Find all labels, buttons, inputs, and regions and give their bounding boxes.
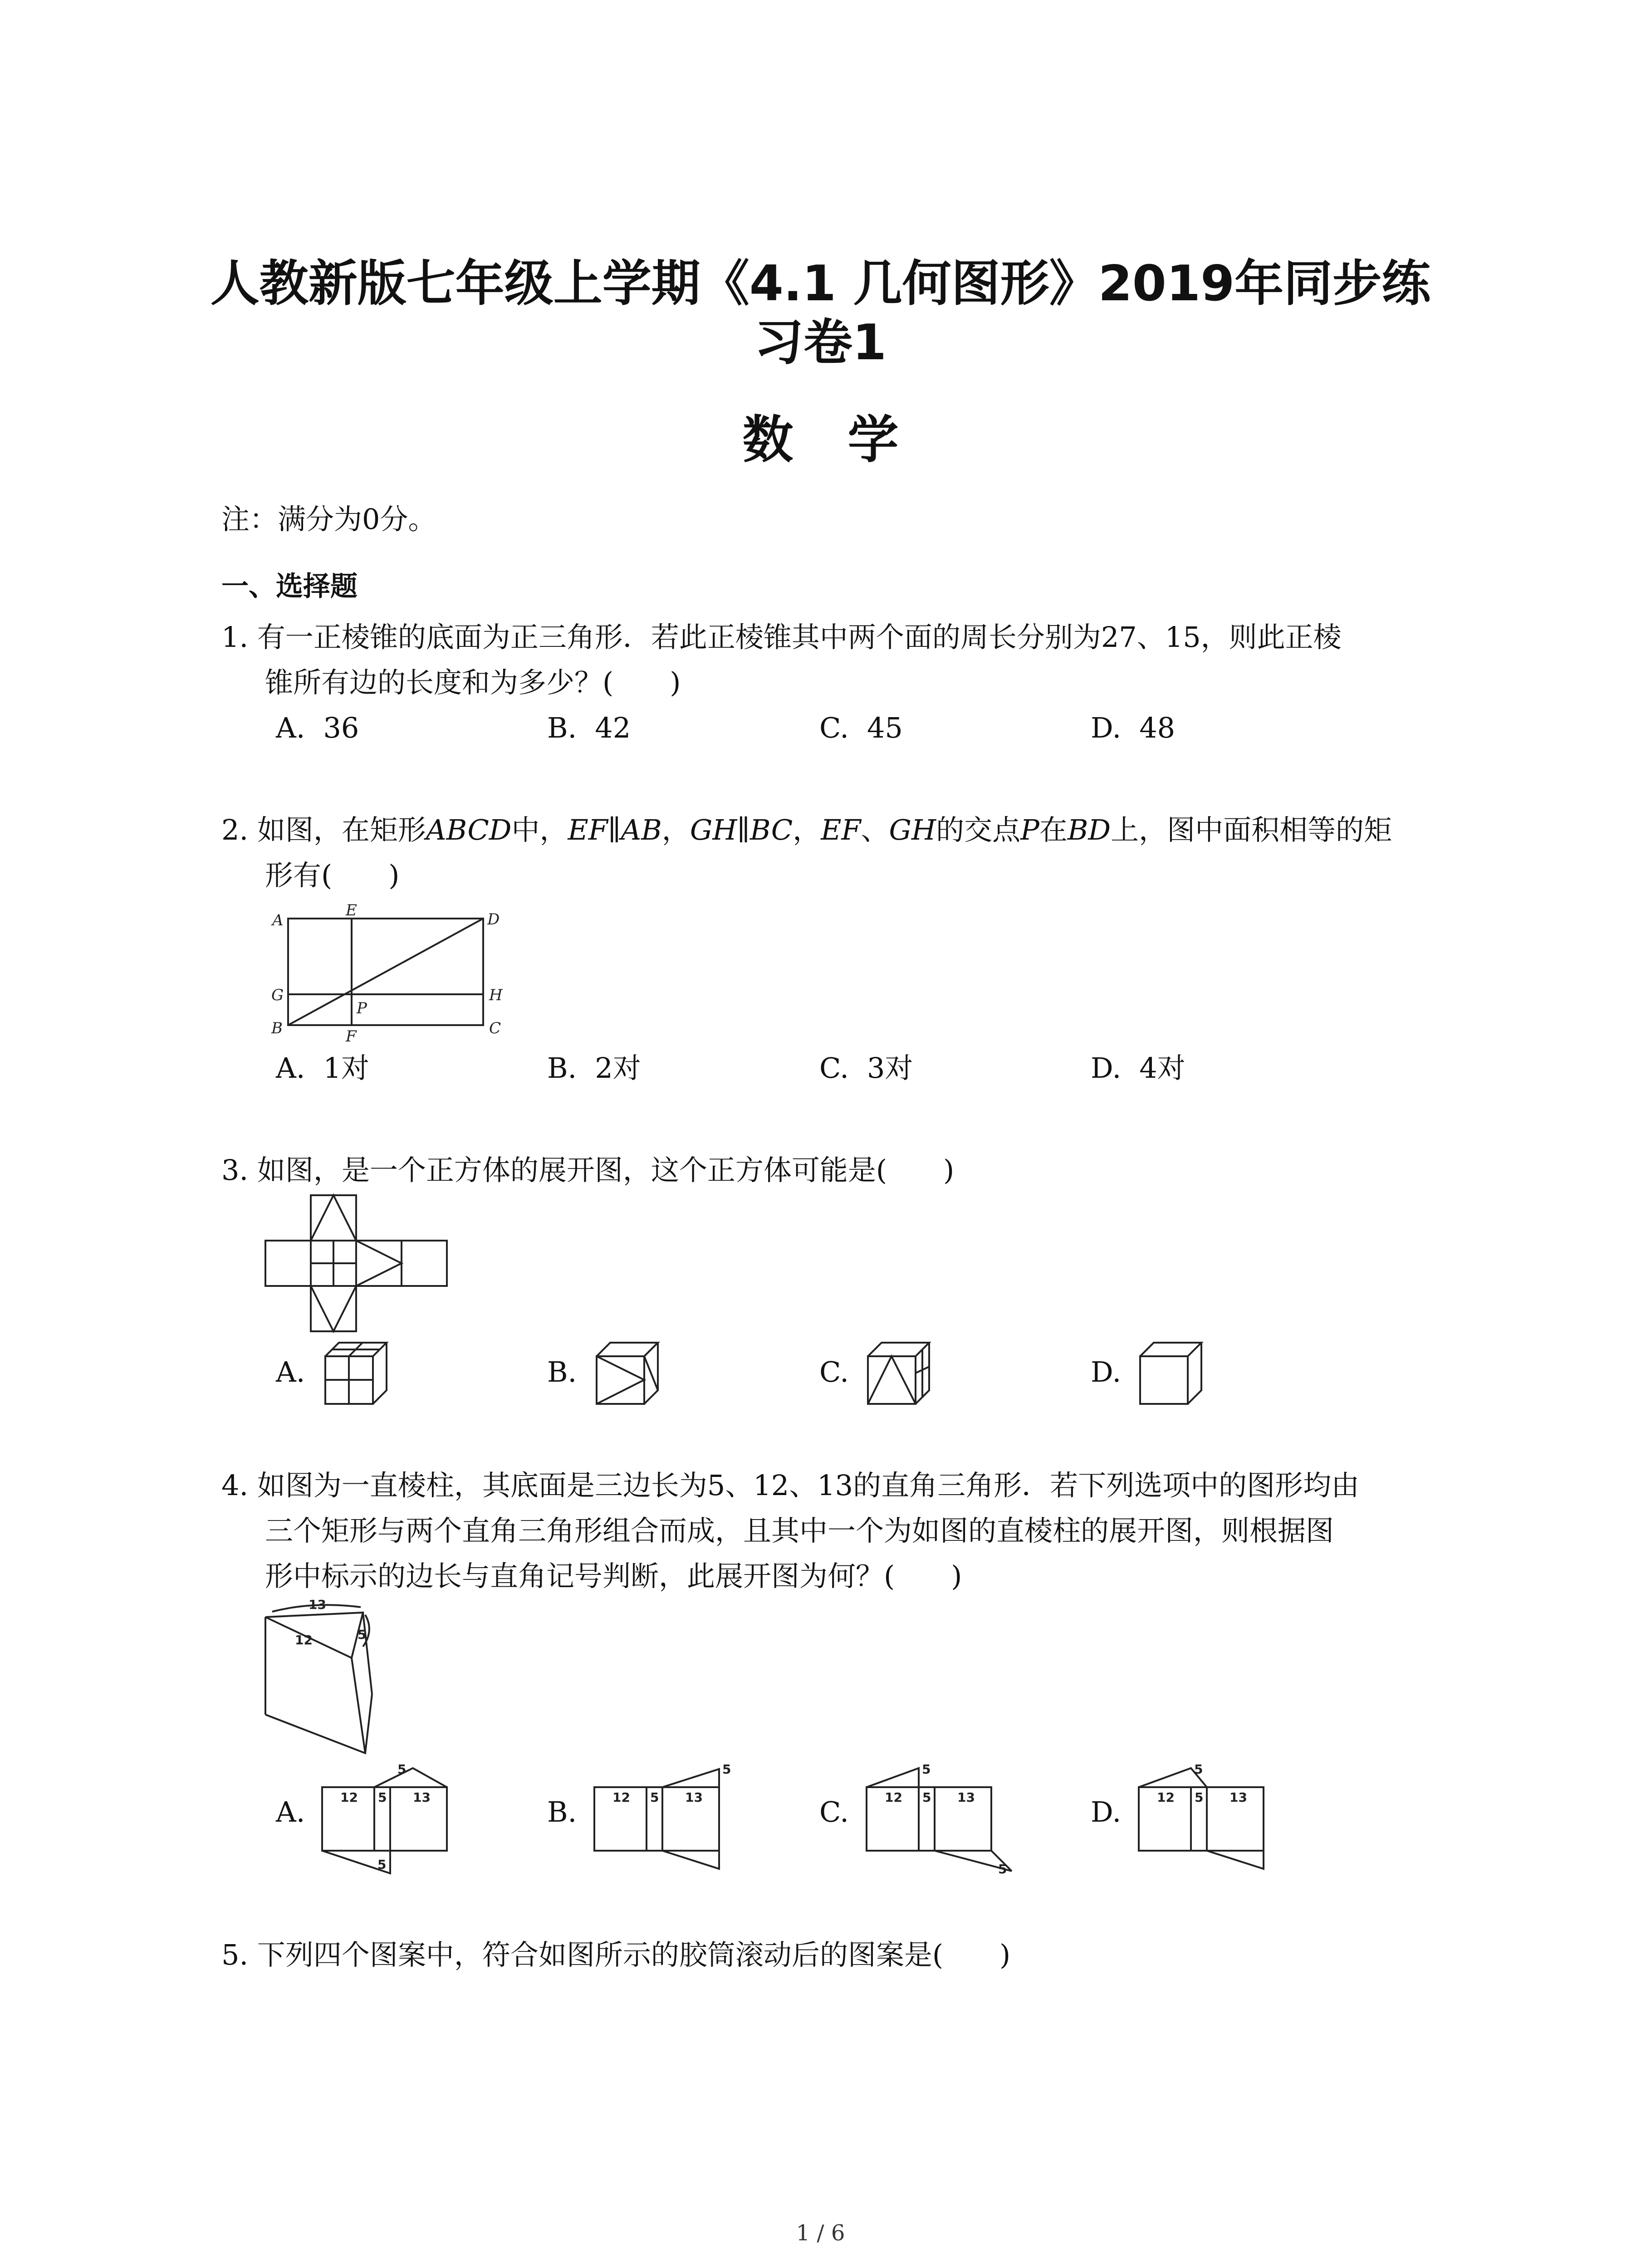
net-face (356, 1241, 402, 1286)
cube-side (373, 1343, 387, 1404)
q4-option-b-label: B. (547, 1795, 577, 1828)
score-note: 注：满分为0分。 (221, 503, 436, 536)
cube-top (1140, 1343, 1201, 1356)
net-triangle (662, 1851, 719, 1869)
label-5: 5 (998, 1862, 1007, 1877)
net-triangle (374, 1768, 447, 1787)
prism-top-face (265, 1613, 363, 1658)
q3-option-b-label: B. (547, 1355, 577, 1388)
option-text: 36 (323, 711, 359, 744)
triangle-mark (597, 1343, 658, 1356)
q2-stem-line1 (221, 812, 1392, 848)
label-g: G (271, 986, 284, 1004)
option-text: 4对 (1139, 1051, 1185, 1085)
label-13: 13 (309, 1597, 326, 1612)
q3-option-c-label: C. (819, 1355, 849, 1388)
option-text: 42 (595, 711, 631, 744)
text: ， (793, 813, 821, 846)
option-label: D. (1091, 711, 1122, 744)
q1-stem-line2: 锥所有边的长度和为多少？( ) (265, 666, 681, 699)
label-5: 5 (922, 1790, 931, 1805)
triangle-mark (311, 1286, 356, 1331)
net-face (402, 1241, 447, 1286)
label-5: 5 (1195, 1790, 1204, 1805)
text: 2. 如图，在矩形 (221, 813, 426, 846)
net-triangle (867, 1768, 919, 1787)
label-f: F (346, 1027, 357, 1046)
q2-option-a (276, 1050, 369, 1086)
option-label: B. (547, 711, 577, 744)
option-label: C. (819, 1051, 849, 1085)
q5-stem-line1: 5. 下列四个图案中，符合如图所示的胶筒滚动后的图案是( ) (221, 1938, 1011, 1971)
q1-option-c (819, 710, 903, 746)
q2-option-d (1091, 1050, 1185, 1086)
q3-option-c-cube (866, 1340, 934, 1408)
net-triangle (662, 1769, 719, 1787)
cube-side (1188, 1343, 1201, 1404)
q3-option-b-cube (594, 1340, 662, 1408)
prism-edge (363, 1613, 372, 1694)
q3-cube-net-figure (265, 1195, 456, 1340)
q4-prism-figure (263, 1597, 386, 1767)
label-5: 5 (922, 1762, 931, 1777)
page-title-line1: 人教新版七年级上学期《4.1 几何图形》2019年同步练 (210, 255, 1431, 312)
label-h: H (489, 986, 503, 1004)
q4-stem-line3: 形中标示的边长与直角记号判断，此展开图为何？( ) (265, 1559, 962, 1593)
net-face (311, 1286, 356, 1331)
math: BD (1067, 813, 1111, 846)
label-5: 5 (1194, 1762, 1203, 1777)
math: EF∥AB (568, 813, 662, 846)
cube-front (868, 1356, 916, 1404)
q4-option-c-label: C. (819, 1795, 849, 1828)
q2-rectangle-figure (268, 901, 513, 1046)
q4-option-d-label: D. (1091, 1795, 1122, 1828)
math: EF (821, 813, 861, 846)
text: 、 (861, 813, 889, 846)
q1-option-d (1091, 710, 1175, 746)
q3-option-a-cube (323, 1340, 391, 1408)
prism-edge (352, 1658, 365, 1753)
net-face (265, 1241, 311, 1286)
cube-front (1140, 1356, 1188, 1404)
label-5: 5 (650, 1790, 659, 1805)
text: 在 (1039, 813, 1068, 846)
subject-title: 数学 (742, 411, 953, 469)
triangle-mark (597, 1356, 644, 1404)
text: 的交点 (936, 813, 1021, 846)
math: GH∥BC (690, 813, 793, 846)
q4-option-d-net (1134, 1760, 1288, 1878)
label-13: 13 (1230, 1790, 1247, 1805)
label-13: 13 (413, 1790, 431, 1805)
label-5: 5 (397, 1762, 407, 1777)
option-text: 1对 (323, 1051, 369, 1085)
cube-top (597, 1343, 658, 1356)
text: ， (661, 813, 690, 846)
math: P (1020, 813, 1039, 846)
q4-option-b-net (590, 1760, 744, 1878)
label-13: 13 (957, 1790, 975, 1805)
label-12: 12 (340, 1790, 358, 1805)
prism-bottom (265, 1694, 372, 1753)
q2-option-b (547, 1050, 641, 1086)
page-number: 1 / 6 (796, 2220, 845, 2246)
q3-option-d-cube (1138, 1340, 1206, 1408)
label-c: C (489, 1019, 501, 1037)
q1-option-b (547, 710, 631, 746)
q4-stem-line2: 三个矩形与两个直角三角形组合而成，且其中一个为如图的直棱柱的展开图，则根据图 (265, 1514, 1334, 1547)
q2-stem-line2: 形有( ) (265, 859, 400, 892)
label-e: E (346, 901, 357, 919)
page-title-line2: 习卷1 (754, 314, 887, 371)
label-12: 12 (295, 1633, 313, 1647)
label-b: B (271, 1019, 283, 1037)
q4-stem-line1: 4. 如图为一直棱柱，其底面是三边长为5、12、13的直角三角形．若下列选项中的图形均由 (221, 1469, 1360, 1502)
option-text: 3对 (867, 1051, 913, 1085)
label-a: A (272, 911, 284, 929)
segment-bd (288, 919, 483, 1025)
q4-option-a-label: A. (276, 1795, 305, 1828)
cube-front (597, 1356, 644, 1404)
q4-option-a-net (318, 1760, 472, 1878)
q4-option-c-net (862, 1760, 1016, 1878)
option-label: A. (276, 1051, 305, 1085)
option-text: 48 (1139, 711, 1176, 744)
q1-option-a (276, 710, 359, 746)
text: 中， (511, 813, 568, 846)
label-5: 5 (377, 1857, 387, 1872)
option-text: 45 (867, 711, 903, 744)
option-label: D. (1091, 1051, 1122, 1085)
q3-option-d-label: D. (1091, 1355, 1122, 1388)
option-label: A. (276, 711, 305, 744)
option-label: B. (547, 1051, 577, 1085)
q3-option-a-label: A. (276, 1355, 305, 1388)
label-12: 12 (885, 1790, 902, 1805)
label-12: 12 (1157, 1790, 1175, 1805)
net-triangle (1207, 1851, 1264, 1869)
triangle-mark (311, 1195, 356, 1241)
q3-stem-line1: 3. 如图，是一个正方体的展开图，这个正方体可能是( ) (221, 1154, 955, 1187)
label-5: 5 (358, 1627, 367, 1642)
label-13: 13 (685, 1790, 703, 1805)
triangle-mark (356, 1241, 402, 1286)
label-d: D (487, 910, 500, 929)
cube-top (868, 1343, 929, 1356)
q1-stem-line1: 1. 有一正棱锥的底面为正三角形．若此正棱锥其中两个面的周长分别为27、15，则此正棱 (221, 621, 1342, 654)
label-5: 5 (722, 1762, 731, 1777)
math: ABCD (426, 813, 512, 846)
label-12: 12 (612, 1790, 630, 1805)
label-5: 5 (378, 1790, 387, 1805)
option-label: C. (819, 711, 849, 744)
triangle-mark (868, 1356, 916, 1404)
text: 上，图中面积相等的矩 (1111, 813, 1392, 846)
option-text: 2对 (595, 1051, 641, 1085)
q2-option-c (819, 1050, 913, 1086)
triangle-mark (644, 1356, 658, 1390)
math: GH (889, 813, 936, 846)
section-title: 一、选择题 (221, 571, 358, 602)
net-face (311, 1195, 356, 1241)
label-p: P (357, 999, 367, 1017)
